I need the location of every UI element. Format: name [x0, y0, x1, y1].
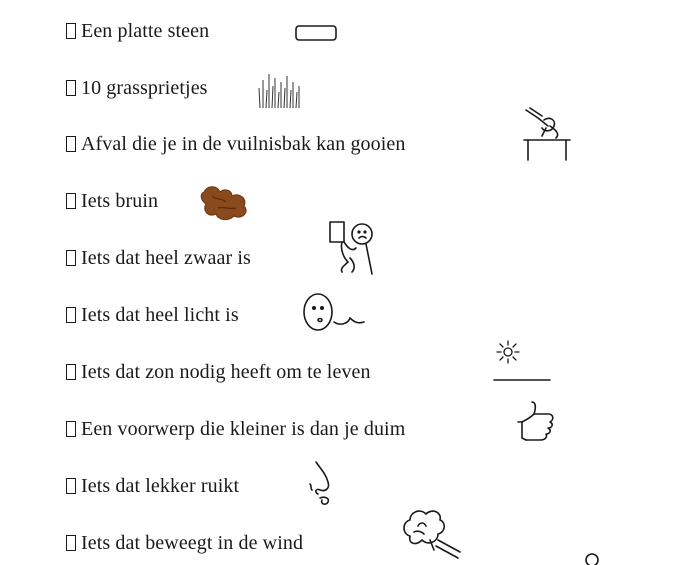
checklist-item-brown[interactable] — [66, 188, 158, 214]
thumb-up-icon — [514, 398, 560, 444]
checklist-item-label: Iets dat heel licht is — [81, 304, 239, 326]
trash-bin-icon — [520, 106, 576, 164]
checklist-item-label: Iets dat lekker ruikt — [81, 475, 240, 497]
checkbox[interactable] — [66, 478, 76, 494]
checkbox[interactable] — [66, 421, 76, 437]
checklist-item-label: Afval die je in de vuilnisbak kan gooien — [81, 133, 406, 155]
checkbox[interactable] — [66, 136, 76, 152]
checklist-item-thumb[interactable] — [66, 416, 405, 442]
grass-blades-icon — [256, 70, 304, 112]
checklist-item-label: Iets bruin — [81, 190, 159, 212]
checklist-item-label: Een platte steen — [81, 20, 210, 42]
checklist-item-grass[interactable] — [66, 75, 208, 101]
checklist-item-heavy[interactable] — [66, 245, 251, 271]
checkbox[interactable] — [66, 23, 76, 39]
heavy-lifting-icon — [326, 218, 380, 276]
nose-smell-icon — [306, 458, 342, 508]
checklist-item-trash[interactable] — [66, 131, 405, 157]
wind-tree-icon — [400, 506, 470, 564]
checklist-item-wind[interactable] — [66, 530, 303, 556]
checklist-item-label: Iets dat heel zwaar is — [81, 247, 251, 269]
checklist-item-light[interactable] — [66, 302, 239, 328]
checkbox[interactable] — [66, 80, 76, 96]
checklist-item-label: Een voorwerp die kleiner is dan je duim — [81, 418, 406, 440]
checkbox[interactable] — [66, 364, 76, 380]
partial-icon — [582, 550, 602, 565]
checklist-item-sun[interactable] — [66, 359, 371, 385]
checkbox[interactable] — [66, 535, 76, 551]
checklist-item-label: 10 grassprietjes — [81, 77, 208, 99]
checkbox[interactable] — [66, 193, 76, 209]
checklist-item-flat-stone[interactable] — [66, 18, 209, 44]
checkbox[interactable] — [66, 250, 76, 266]
brown-blob-icon — [198, 182, 252, 224]
checklist-item-label: Iets dat zon nodig heeft om te leven — [81, 361, 371, 383]
flat-stone-icon — [294, 22, 340, 46]
checklist-item-label: Iets dat beweegt in de wind — [81, 532, 304, 554]
light-blowing-icon — [300, 288, 370, 336]
sun-plant-icon — [490, 338, 554, 388]
checklist-item-smell[interactable] — [66, 473, 239, 499]
checkbox[interactable] — [66, 307, 76, 323]
